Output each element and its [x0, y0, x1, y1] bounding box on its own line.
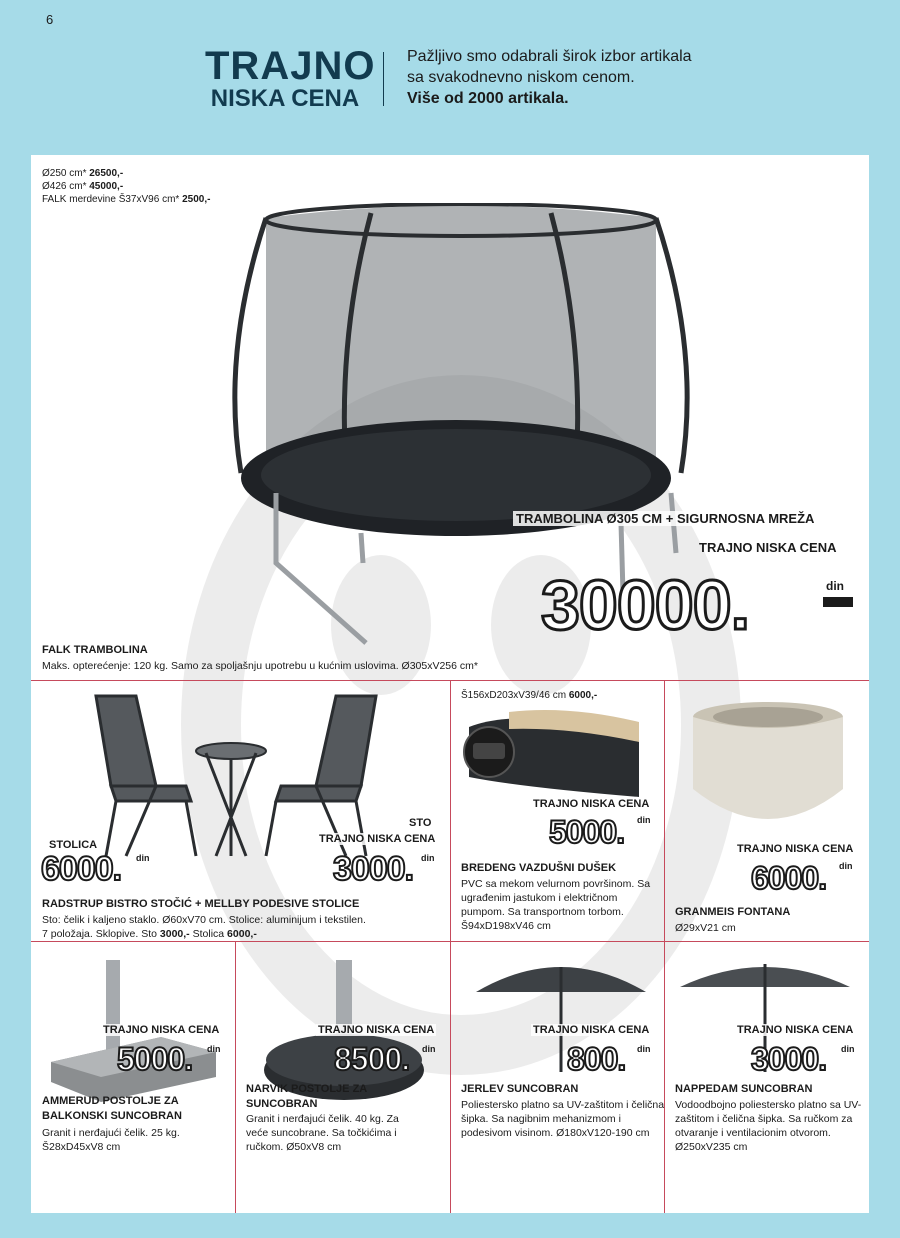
mattress-variant: Š156xD203xV39/46 cm 6000,-: [461, 690, 598, 701]
umbrella1-section: [451, 942, 664, 1213]
stand1-price: 5000.: [117, 1041, 193, 1077]
patio-tag: TRAJNO NISKA CENA: [319, 833, 436, 845]
sto-label: STO: [409, 817, 432, 829]
stand2-currency: din: [422, 1044, 436, 1054]
umbrella2-currency: din: [841, 1044, 855, 1054]
umbrella1-currency: din: [637, 1044, 651, 1054]
page-number: 6: [46, 12, 54, 27]
umbrella1-desc: Poliestersko platno sa UV-zaštitom i čelična šipka. Sa nagibnim mehanizmom i podesivom visinom. Ø180xV120-190 cm: [461, 1099, 664, 1139]
stand1-tag-visible: TRAJNO NISKA CENA: [103, 1024, 220, 1036]
stand2-tag: TRAJNO NISKA CENA: [318, 1024, 435, 1036]
trampoline-price: 30000.: [541, 566, 750, 644]
stolica-label: STOLICA: [49, 839, 98, 851]
stand2-name: NARVIK POSTOLJE ZA SUNCOBRAN: [246, 1083, 367, 1110]
fountain-tag: TRAJNO NISKA CENA: [737, 843, 854, 855]
stolica-currency: din: [136, 853, 150, 863]
umbrella1-name: JERLEV SUNCOBRAN: [461, 1083, 579, 1095]
stand2-desc: Granit i nerđajući čelik. 40 kg. Za veće suncobrane. Sa točkićima i ručkom. Ø50xV8 cm: [246, 1113, 399, 1153]
fountain-currency: din: [839, 861, 853, 871]
patio-section: [31, 681, 450, 941]
mattress-tag: TRAJNO NISKA CENA: [533, 798, 650, 810]
mattress-price: 5000.: [549, 814, 625, 850]
mattress-currency: din: [637, 815, 651, 825]
intro-line1: Pažljivo smo odabrali širok izbor artikala: [407, 48, 692, 65]
sto-price: 3000.: [333, 850, 414, 888]
stand1-desc: Granit i nerđajući čelik. 25 kg. Š28xD45xV8 cm: [42, 1127, 180, 1153]
header-intro: [407, 46, 692, 109]
intro-line3: Više od 2000 artikala.: [407, 90, 569, 107]
stand2-price: 8500.: [334, 1041, 410, 1077]
umbrella2-price: 3000.: [751, 1041, 827, 1077]
brand-logo: [205, 44, 376, 112]
sto-currency: din: [421, 853, 435, 863]
trampoline-desc: Maks. opterećenje: 120 kg. Samo za spoljašnju upotrebu u kućnim uslovima. Ø305xV256 cm*: [42, 660, 478, 672]
variant-row: FALK merdevine Š37xV96 cm* 2500,-: [42, 194, 211, 205]
brand-title-line2: NISKA CENA: [210, 85, 360, 112]
product-panel: [31, 155, 869, 1213]
trampoline-tag: TRAJNO NISKA CENA: [699, 540, 837, 555]
patio-desc: Sto: čelik i kaljeno staklo. Ø60xV70 cm. Stolice: aluminijum i tekstilen. 7 položaja. Sklopive. Sto 3000,- Stolica 6000,-: [42, 914, 366, 940]
air-mattress-image: [459, 707, 639, 807]
mattress-desc: PVC sa mekom velurnom površinom. Sa ugrađenim jastukom i električnom pumpom. Sa transportnom torbom. Š94xD198xV46 cm: [461, 878, 651, 932]
trampoline-section: [31, 155, 869, 680]
fountain-image: [683, 699, 853, 839]
fountain-price: 6000.: [751, 860, 827, 896]
trampoline-headline: TRAMBOLINA Ø305 CM + SIGURNOSNA MREŽA: [513, 511, 817, 526]
variant-row: Ø426 cm* 45000,-: [42, 181, 124, 192]
umbrella2-desc: Vodoodbojno poliestersko platno sa UV-zaštitom i čelična šipka. Sa ručkom za otvaranje i ventilacionim otvorom. Ø250xV235 cm: [675, 1099, 862, 1153]
umbrella2-name: NAPPEDAM SUNCOBRAN: [675, 1083, 813, 1095]
mattress-section: [451, 681, 664, 941]
fountain-section: [665, 681, 869, 941]
umbrella1-tag: TRAJNO NISKA CENA: [533, 1024, 650, 1036]
stand2-section: [236, 942, 450, 1213]
stand1-name: AMMERUD POSTOLJE ZA BALKONSKI SUNCOBRAN: [42, 1095, 182, 1122]
stolica-price: 6000.: [41, 850, 122, 888]
patio-name: RADSTRUP BISTRO STOČIĆ + MELLBY PODESIVE STOLICE: [42, 898, 360, 910]
variant-row: Ø250 cm* 26500,-: [42, 168, 124, 179]
intro-line2: sa svakodnevno niskom cenom.: [407, 69, 635, 86]
stand1-section: [31, 942, 235, 1213]
header-divider: [383, 52, 384, 106]
stand1-currency: din: [207, 1044, 221, 1054]
trampoline-variants: [42, 167, 210, 206]
fountain-desc: Ø29xV21 cm: [675, 922, 736, 934]
umbrella1-price: 800.: [567, 1041, 626, 1077]
umbrella2-section: [665, 942, 869, 1213]
trampoline-name: FALK TRAMBOLINA: [42, 644, 148, 656]
umbrella2-tag: TRAJNO NISKA CENA: [737, 1024, 854, 1036]
mattress-name: BREDENG VAZDUŠNI DUŠEK: [461, 862, 617, 874]
trampoline-currency: din: [826, 579, 844, 593]
brand-title-line1: TRAJNO: [205, 44, 376, 88]
fountain-name: GRANMEIS FONTANA: [675, 906, 791, 918]
price-dash: [823, 597, 853, 607]
